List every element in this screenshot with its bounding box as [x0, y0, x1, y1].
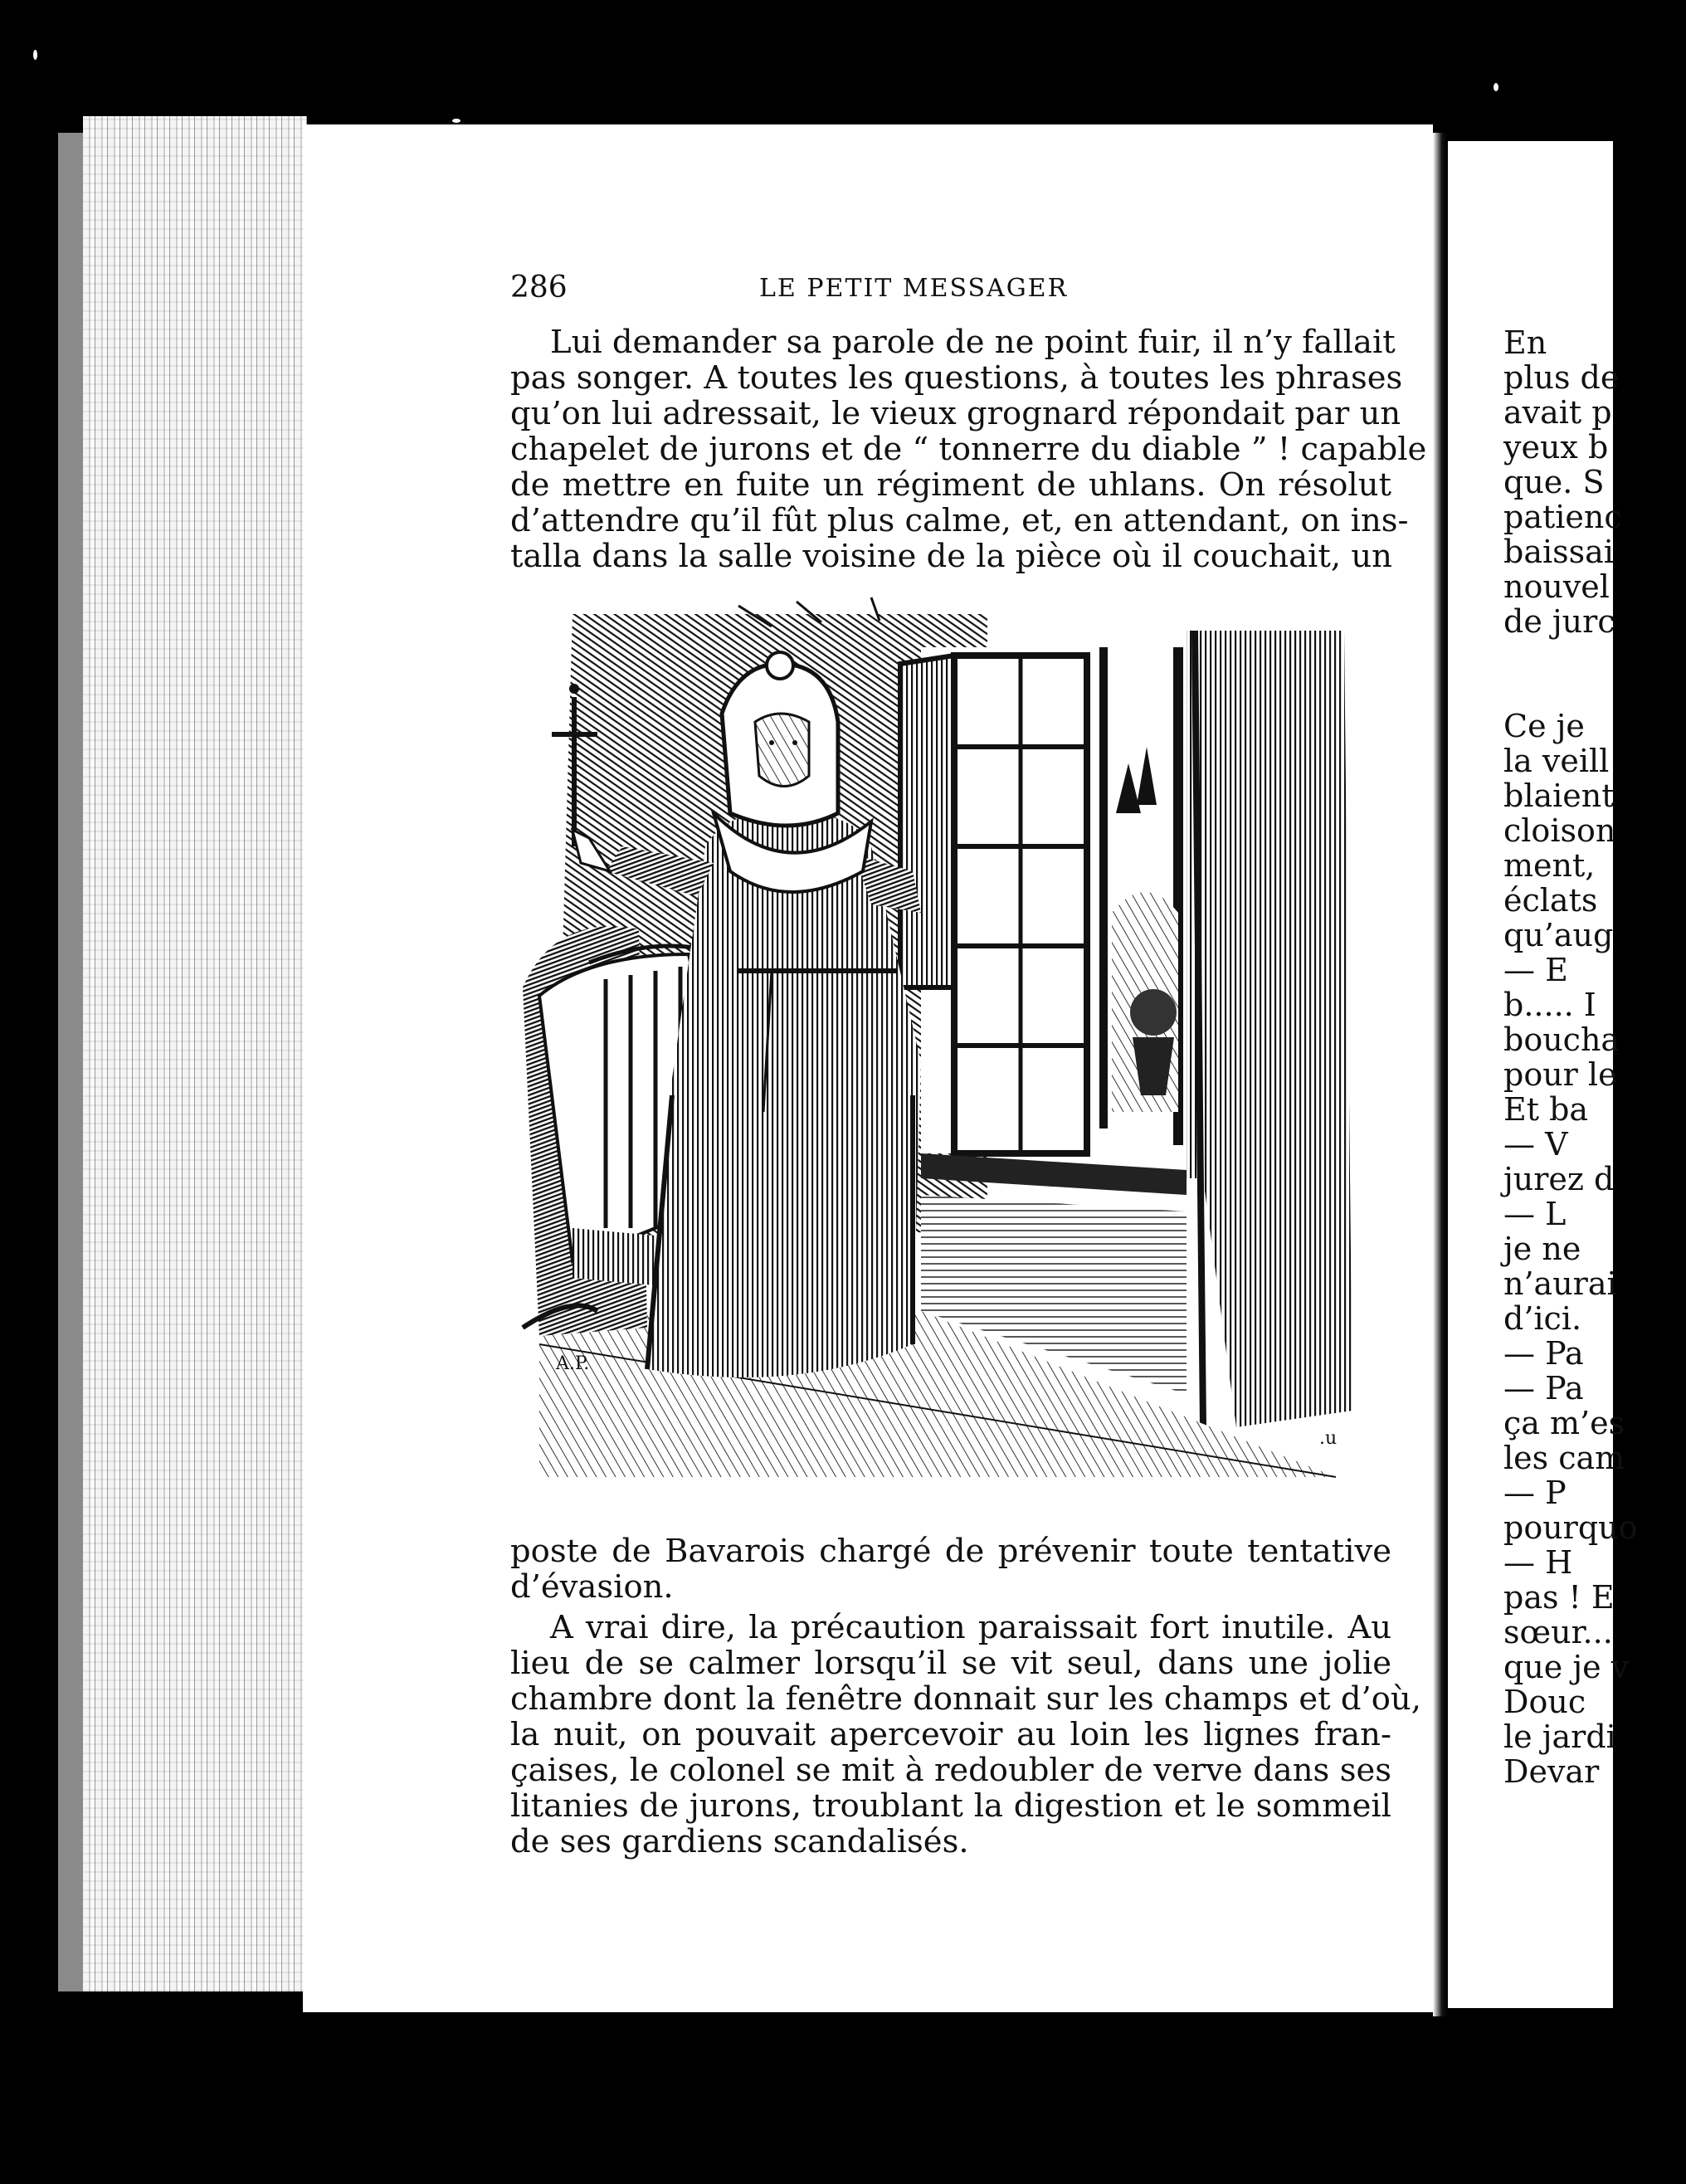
right-page-line: Douc — [1503, 1684, 1586, 1720]
right-page-line: plus de — [1503, 359, 1620, 396]
text-line: A vrai dire, la précaution paraissait fort inutile. Au — [550, 1609, 1391, 1646]
film-speck — [1494, 83, 1498, 91]
right-page-line: jurez d — [1503, 1161, 1615, 1197]
svg-text:.u: .u — [1319, 1428, 1338, 1449]
right-page-line: cloison — [1503, 812, 1616, 849]
right-page-line: En — [1503, 324, 1547, 361]
right-page-line: avait p — [1503, 394, 1612, 431]
right-page-line: sœur... — [1503, 1614, 1613, 1650]
right-page-line: — V — [1503, 1126, 1568, 1163]
right-page-line: — P — [1503, 1475, 1567, 1511]
right-page-line: — E — [1503, 952, 1568, 988]
text-line: de mettre en fuite un régiment de uhlans. On résolut — [510, 466, 1391, 504]
right-page-line: blaient — [1503, 778, 1615, 814]
right-page-line — [1503, 639, 1686, 709]
right-page-line: de jurc — [1503, 603, 1615, 640]
text-line: de ses gardiens scandalisés. — [510, 1823, 969, 1860]
text-line: çaises, le colonel se mit à redoubler de verve dans ses — [510, 1752, 1391, 1789]
right-page-line: ment, — [1503, 847, 1596, 884]
right-page-line: — Pa — [1503, 1370, 1584, 1406]
right-page-line: que. S — [1503, 464, 1605, 500]
right-page-line: la veill — [1503, 743, 1610, 779]
paragraph-top — [510, 324, 1427, 575]
right-page-line: d’ici. — [1503, 1300, 1582, 1337]
text-line: Lui demander sa parole de ne point fuir, il n’y fallait — [550, 324, 1396, 361]
stacked-page-edges — [83, 116, 307, 1991]
right-page-line: éclats — [1503, 882, 1598, 919]
right-page-line: n’aurai — [1503, 1265, 1617, 1302]
page-number: 286 — [510, 271, 568, 305]
book-spine — [1433, 133, 1448, 2016]
window — [900, 647, 1187, 1195]
right-page-line: que je v — [1503, 1649, 1630, 1685]
film-speck — [452, 119, 460, 123]
text-line: litanies de jurons, troublant la digestion et le sommeil — [510, 1787, 1391, 1825]
right-page-line: — Pa — [1503, 1335, 1584, 1372]
right-page-line: pourquo — [1503, 1509, 1638, 1546]
text-line: qu’on lui adressait, le vieux grognard répondait par un — [510, 395, 1401, 432]
right-page-line: nouvel — [1503, 568, 1610, 605]
right-page-line: Et ba — [1503, 1091, 1589, 1128]
text-line: poste de Bavarois chargé de prévenir toute tentative — [510, 1533, 1391, 1570]
artist-signature: A.P. — [556, 1353, 590, 1374]
right-page-line: ça m’es — [1503, 1405, 1625, 1441]
text-line: chapelet de jurons et de “ tonnerre du diable ” ! capable — [510, 431, 1427, 468]
right-page-line: yeux b — [1503, 429, 1609, 466]
right-page-line: boucha — [1503, 1021, 1620, 1058]
text-line: talla dans la salle voisine de la pièce où il couchait, un — [510, 538, 1392, 575]
right-page-line: Ce je — [1503, 708, 1585, 744]
right-page-line: baissai — [1503, 534, 1614, 570]
text-line: pas songer. A toutes les questions, à toutes les phrases — [510, 359, 1403, 397]
right-page-text — [1503, 325, 1686, 1789]
film-speck — [33, 50, 37, 60]
right-page — [1448, 141, 1638, 2008]
right-page-line: patienc — [1503, 499, 1622, 535]
right-page-line: Devar — [1503, 1753, 1600, 1790]
text-line: chambre dont la fenêtre donnait sur les champs et d’où, — [510, 1680, 1421, 1718]
page-header — [510, 271, 1390, 309]
right-page-line: les cam — [1503, 1440, 1625, 1476]
right-page-line: — L — [1503, 1196, 1567, 1232]
right-page-line: qu’aug — [1503, 917, 1614, 953]
paragraph-bottom — [510, 1609, 1421, 1860]
paragraph-after-figure — [510, 1533, 1391, 1605]
right-page-line: — H — [1503, 1544, 1573, 1581]
text-line: d’évasion. — [510, 1568, 674, 1606]
text-line: d’attendre qu’il fût plus calme, et, en attendant, on ins- — [510, 502, 1409, 539]
right-page-line: b..... I — [1503, 987, 1596, 1023]
right-curtain — [1187, 631, 1352, 1427]
engraving-illustration — [523, 597, 1377, 1494]
running-title: LE PETIT MESSAGER — [759, 274, 1069, 303]
right-page-line: pas ! E — [1503, 1579, 1615, 1616]
right-page-line: je ne — [1503, 1231, 1581, 1267]
right-page-line: le jardi — [1503, 1718, 1616, 1755]
right-page-line: pour le — [1503, 1056, 1617, 1093]
text-line: lieu de se calmer lorsqu’il se vit seul, dans une jolie — [510, 1645, 1391, 1682]
text-line: la nuit, on pouvait apercevoir au loin les lignes fran- — [510, 1716, 1391, 1753]
